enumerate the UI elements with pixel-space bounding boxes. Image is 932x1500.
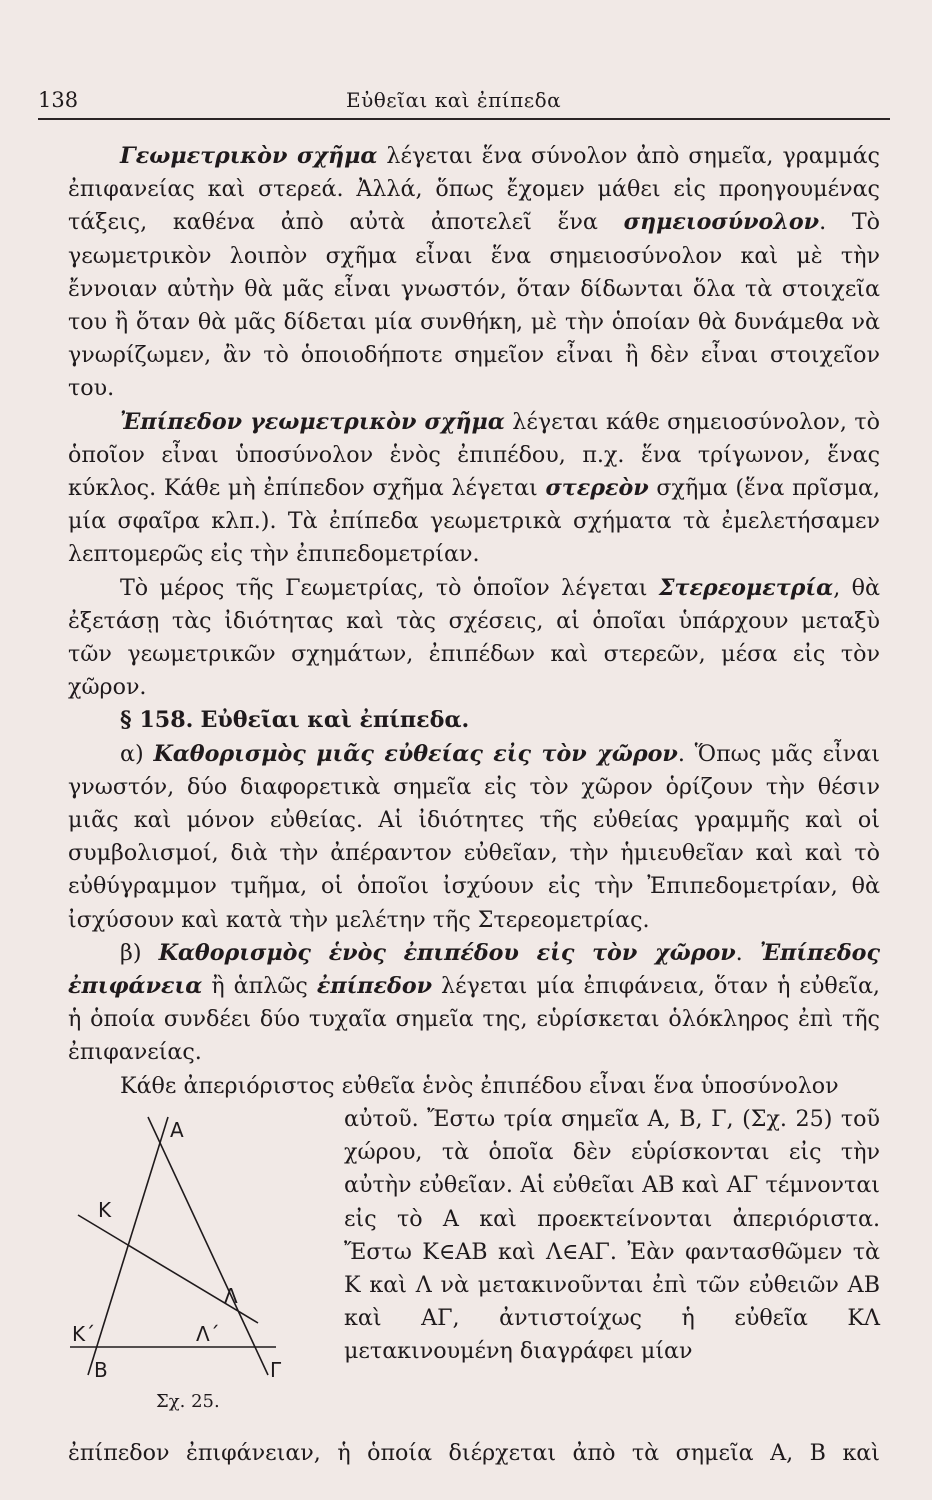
term-plane-surface: Ἐπίπεδος ἐπιφάνεια — [68, 939, 880, 1000]
page-header — [38, 88, 890, 118]
page-body — [68, 140, 880, 1470]
line-ab — [88, 1117, 168, 1375]
paragraph-stereometry — [68, 572, 880, 705]
figure-block — [68, 1103, 880, 1437]
term-plane: ἐπίπεδον — [316, 973, 433, 1000]
label-b: Β — [94, 1357, 108, 1382]
section-number: § 158. — [120, 707, 194, 734]
term-plane-figure: Ἐπίπεδον γεωμετρικὸν σχῆμα — [120, 408, 505, 435]
paragraph-text: σχῆμα (ἕνα πρῖσμα, μία σφαῖρα κλπ.). Τὰ ἐπίπεδα γεωμετρικὰ σχήματα τὰ ἐμελετήσαμεν λεπτομερῶς εἰς τὴν ἐπιπεδομετρίαν. — [68, 475, 881, 568]
term-geometric-figure: Γεωμετρικὸν σχῆμα — [120, 143, 378, 169]
item-label: α) — [120, 740, 144, 767]
paragraph-plane-last-line: ἐπίπεδον ἐπιφάνειαν, ἡ ὁποία διέρχεται ἀπὸ τὰ σημεῖα Α, Β καὶ — [68, 1439, 880, 1466]
paragraph-text: λέγεται μία ἐπιφάνεια, ὅταν ἡ εὐθεῖα, ἡ ὁποία συνδέει δύο τυχαῖα σημεῖα της, εὑρίσκεται ὁλόκληρος ἐπὶ τῆς ἐπιφανείας. — [68, 973, 880, 1066]
label-a: Α — [170, 1117, 184, 1142]
page-number: 138 — [38, 88, 79, 112]
paragraph-plane-figure — [68, 406, 880, 572]
paragraph-text: . Τὸ γεωμετρικὸν λοιπὸν σχῆμα εἶναι ἕνα σημειοσύνολον καὶ μὲ τὴν ἔννοιαν αὐτὴν θὰ μᾶς εἶναι γνωστόν, ὅταν δίδωνται ὅλα τὰ στοιχεῖα του ἢ ὅταν θὰ μᾶς δίδεται μία συνθήκη, μὲ τὴν ὁποίαν θὰ δυνάμεθα νὰ γνωρίζωμεν, ἂν τὸ ὁποιοδήποτε σημεῖον εἶναι ἢ δὲν εἶναι στοιχεῖον του. — [68, 209, 881, 402]
paragraph-text: . — [735, 939, 760, 966]
paragraph-text: . Ὅπως μᾶς εἶναι γνωστόν, δύο διαφορετικὰ σημεῖα εἰς τὸν χῶρον ὁρίζουν τὴν θέσιν μιᾶς καὶ μόνον εὐθείας. Αἱ ἰδιότητες τῆς εὐθείας γραμμῆς καὶ οἱ συμβολισμοί, διὰ τὴν ἀπέραντον εὐθεῖαν, τὴν ἡμιευθεῖαν καὶ καὶ τὸ εὐθύγραμμον τμῆμα, οἱ ὁποῖοι ἰσχύουν εἰς τὴν Ἐπιπεδομετρίαν, θὰ ἰσχύσουν καὶ κατὰ τὴν μελέτην τῆς Στερεομετρίας. — [68, 740, 880, 933]
paragraph-text: λέγεται ἕνα σύνολον ἀπὸ σημεῖα, γραμμάς ἐπιφανείας καὶ στερεά. Ἀλλά, ὅπως ἔχομεν μάθει εἰς προηγουμένας τάξεις, καθένα ἀπὸ αὐτὰ ἀποτελεῖ ἕνα — [68, 143, 880, 236]
paragraph-plane-definition — [68, 937, 880, 1070]
figure-caption: Σχ. 25. — [156, 1390, 220, 1412]
item-label: β) — [120, 939, 142, 966]
term-point-set: σημειοσύνολον — [623, 209, 820, 236]
label-k: Κ — [98, 1197, 112, 1222]
running-head: Εὐθεῖαι καὶ ἐπίπεδα — [346, 88, 562, 112]
label-k-prime: Κ΄ — [72, 1321, 96, 1346]
paragraph-text: , θὰ ἐξετάσῃ τὰς ἰδιότητας καὶ τὰς σχέσεις, αἱ ὁποῖαι ὑπάρχουν μεταξὺ τῶν γεωμετρικῶν σχημάτων, ἐπιπέδων καὶ στερεῶν, μέσα εἰς τὸν χῶρον. — [68, 574, 880, 701]
triangle-diagram — [68, 1113, 308, 1383]
label-l: Λ — [224, 1283, 238, 1308]
figure-25 — [68, 1113, 308, 1413]
paragraph-plane-side: αὐτοῦ. Ἔστω τρία σημεῖα Α, Β, Γ, (Σχ. 25) τοῦ χώρου, τὰ ὁποῖα δὲν εὑρίσκονται εἰς τὴν αὐτὴν εὐθεῖαν. Αἱ εὐθεῖαι ΑΒ καὶ ΑΓ τέμνονται εἰς τὸ Α καὶ προεκτείνονται ἀπεριόριστα. Ἔστω Κ∈ΑΒ καὶ Λ∈ΑΓ. Ἐὰν φαντασθῶμεν τὰ Κ καὶ Λ νὰ μετακινοῦνται ἐπὶ τῶν εὐθειῶν ΑΒ καὶ ΑΓ, ἀντιστοίχως ἡ εὐθεῖα ΚΛ μετακινουμένη διαγράφει μίαν — [344, 1105, 880, 1365]
paragraph-geometric-figure — [68, 140, 880, 406]
label-g: Γ — [270, 1357, 282, 1382]
term-plane-in-space: Καθορισμὸς ἑνὸς ἐπιπέδου εἰς τὸν χῶρον — [158, 939, 736, 966]
term-line-in-space: Καθορισμὸς μιᾶς εὐθείας εἰς τὸν χῶρον — [153, 740, 678, 767]
paragraph-line-definition — [68, 738, 880, 937]
section-heading — [68, 704, 880, 737]
figure-side-text — [344, 1103, 880, 1369]
header-rule — [38, 118, 890, 120]
term-stereometry: Στερεομετρία — [658, 574, 834, 601]
term-solid: στερεὸν — [545, 475, 649, 502]
section-title: Εὐθεῖαι καὶ ἐπίπεδα. — [200, 707, 470, 734]
paragraph-text: λέγεται κάθε σημειοσύνολον, τὸ ὁποῖον εἶναι ὑποσύνολον ἑνὸς ἐπιπέδου, π.χ. ἕνα τρίγωνον, ἕνας κύκλος. Κάθε μὴ ἐπίπεδον σχῆμα λέγεται — [68, 408, 880, 502]
label-l-prime: Λ΄ — [196, 1321, 220, 1346]
paragraph-text: ἢ ἁπλῶς — [202, 973, 317, 1000]
paragraph-plane-first-line: Κάθε ἀπεριόριστος εὐθεῖα ἑνὸς ἐπιπέδου εἶναι ἕνα ὑποσύνολον — [120, 1072, 839, 1099]
paragraph-text: Τὸ μέρος τῆς Γεωμετρίας, τὸ ὁποῖον λέγεται — [120, 574, 659, 601]
